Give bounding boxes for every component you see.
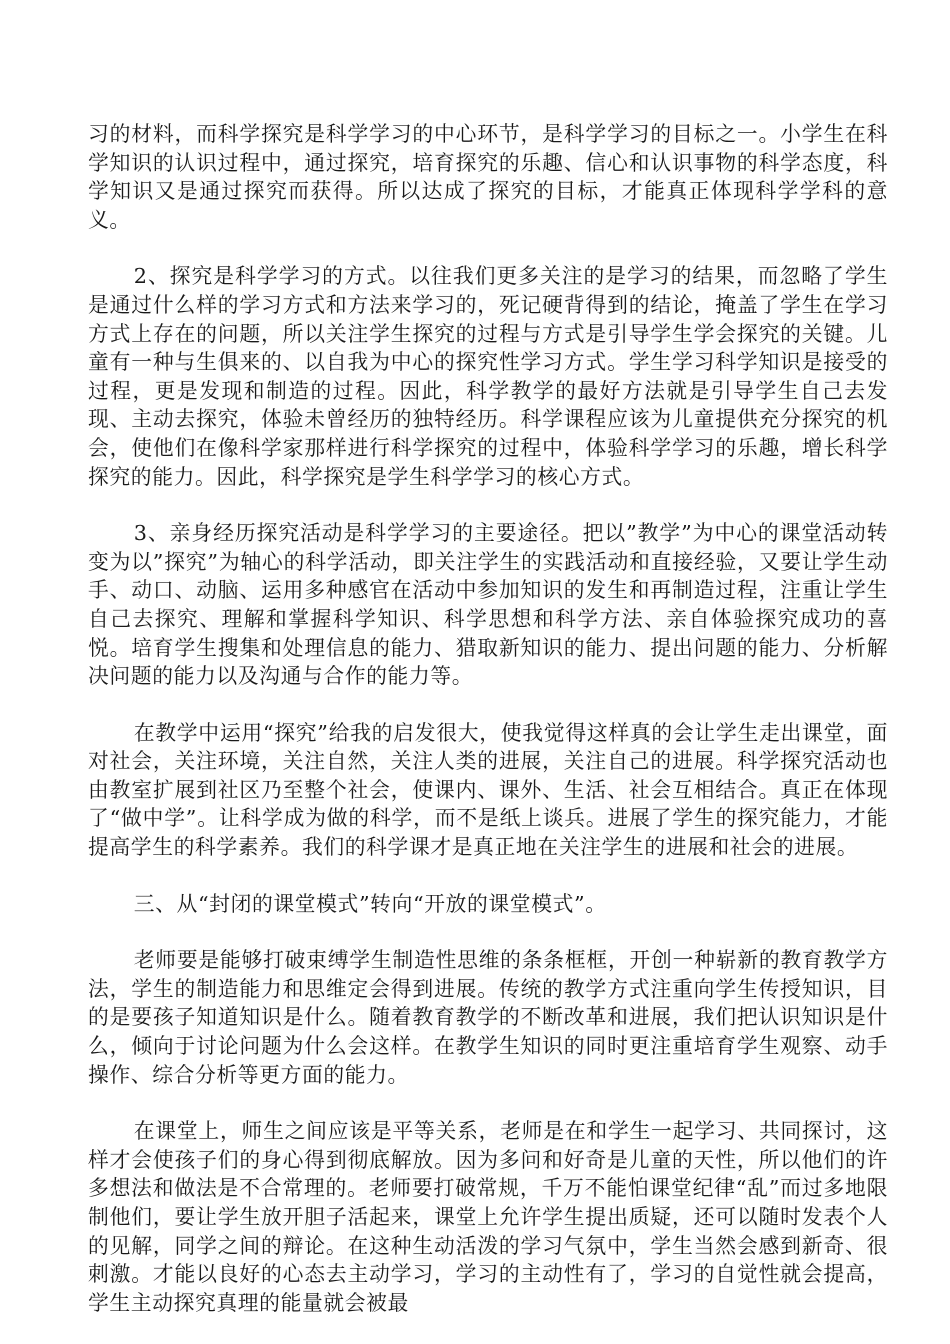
paragraph-teacher-method: 老师要是能够打破束缚学生制造性思维的条条框框，开创一种崭新的教育教学方法，学生的制造能力和思维定会得到进展。传统的教学方式注重向学生传授知识，目的是要孩子知道知识是什么。随着教育教学的不断改革和进展，我们把认识知识是什么，倾向于讨论问题为什么会这样。在教学生知识的同时更注重培育学生观察、动手操作、综合分析等更方面的能力。 [88,948,888,1087]
paragraph-continued: 习的材料，而科学探究是科学学习的中心环节，是科学学习的目标之一。小学生在科学知识的认识过程中，通过探究，培育探究的乐趣、信心和认识事物的科学态度，科学知识又是通过探究而获得。所以达成了探究的目标，才能真正体现科学学科的意义。 [88,122,888,232]
paragraph-reflection: 在教学中运用“探究”给我的启发很大，使我觉得这样真的会让学生走出课堂，面对社会，关注环境，关注自然，关注人类的进展，关注自己的进展。科学探究活动也由教室扩展到社区乃至整个社会，使课内、课外、生活、社会互相结合。真正在体现了“做中学”。让科学成为做的科学，而不是纸上谈兵。进展了学生的探究能力，才能提高学生的科学素养。我们的科学课才是真正地在关注学生的进展和社会的进展。 [88,720,888,860]
paragraph-point-2: 2、探究是科学学习的方式。以往我们更多关注的是学习的结果，而忽略了学生是通过什么样的学习方式和方法来学习的，死记硬背得到的结论，掩盖了学生在学习方式上存在的问题，所以关注学生探究的过程与方式是引导学生学会探究的关键。儿童有一种与生俱来的、以自我为中心的探究性学习方式。学生学习科学知识是接受的过程，更是发现和制造的过程。因此，科学教学的最好方法就是引导学生自己去发现、主动去探究，体验未曾经历的独特经历。科学课程应该为儿童提供充分探究的机会，使他们在像科学家那样进行科学探究的过程中，体验科学学习的乐趣，增长科学探究的能力。因此，科学探究是学生科学学习的核心方式。 [88,264,888,489]
paragraph-point-3: 3、亲身经历探究活动是科学学习的主要途径。把以”教学”为中心的课堂活动转变为以”探究”为轴心的科学活动，即关注学生的实践活动和直接经验，又要让学生动手、动口、动脑、运用多种感官在活动中参加知识的发生和再制造过程，注重让学生自己去探究、理解和掌握科学知识、科学思想和科学方法、亲自体验探究成功的喜悦。培育学生搜集和处理信息的能力、猎取新知识的能力、提出问题的能力、分析解决问题的能力以及沟通与合作的能力等。 [88,521,888,689]
section-heading-3: 三、从“封闭的课堂模式”转向“开放的课堂模式”。 [133,891,607,916]
paragraph-classroom: 在课堂上，师生之间应该是平等关系，老师是在和学生一起学习、共同探讨，这样才会使孩子们的身心得到彻底解放。因为多问和好奇是儿童的天性，所以他们的许多想法和做法是不合常理的。老师要打破常规，千万不能怕课堂纪律“乱”而过多地限制他们，要让学生放开胆子活起来，课堂上允许学生提出质疑，还可以随时发表个人的见解，同学之间的辩论。在这种生动活泼的学习气氛中，学生当然会感到新奇、很刺激。才能以良好的心态去主动学习，学习的主动性有了，学习的自觉性就会提高，学生主动探究真理的能量就会被最 [88,1119,888,1315]
document-body [88,120,888,1317]
